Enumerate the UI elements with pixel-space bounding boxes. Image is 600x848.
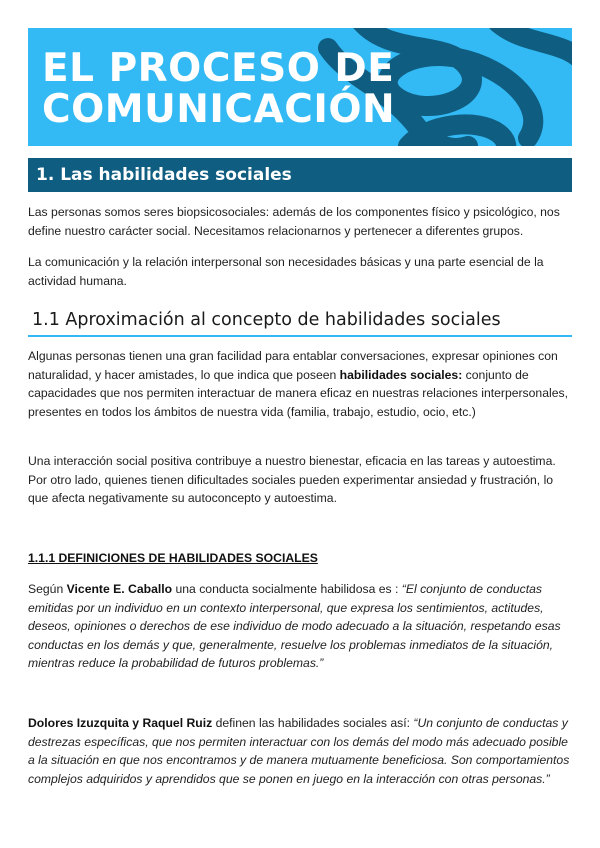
subsection-paragraph-2: Una interacción social positiva contribuye a nuestro bienestar, eficacia en las tareas y autoestima. Por otro lado, quienes tienen dificultades sociales pueden experimentar ansiedad y frustración, lo que afecta negativamente su autoconcepto y autoestima.	[28, 454, 556, 506]
highlight-term: habilidades sociales:	[339, 367, 463, 382]
title-line-2: COMUNICACIÓN	[42, 87, 396, 132]
subsection-title: 1.1 Aproximación al concepto de habilidades sociales	[32, 310, 501, 330]
quote-izuzquita-ruiz: “Un conjunto de conductas y destrezas específicas, que nos permiten interactuar con los demás del modo más adecuado posible a la situación en que nos encontramos y de manera mutuamente beneficiosa. Son comportamientos complejos adquiridos y aprendidos que se ponen en juego en la interacción con otras personas.”	[28, 716, 570, 786]
subsection-paragraph-1: Algunas personas tienen una gran facilidad para entablar conversaciones, expresar opiniones con naturalidad, y hacer amistades, lo que indica que poseen habilidades sociales: conjunto de capacidades que nos permiten interactuar de manera eficaz en nuestras relaciones interpersonales, presentes en todos los ámbitos de nuestra vida (familia, trabajo, estudio, ocio, etc.)	[28, 349, 568, 419]
quote-caballo: “El conjunto de conductas emitidas por un individuo en un contexto interpersonal, que expresa los sentimientos, actitudes, deseos, opiniones o derechos de ese individuo de modo adecuado a la situación, respetando esas conductas en los demás y que, generalmente, resuelve los problemas inmediatos de la situación, mientras reduce la probabilidad de futuros problemas.”	[28, 582, 561, 671]
title-line-1: EL PROCESO DE	[42, 46, 395, 91]
section-header-bar	[28, 158, 572, 192]
title-banner	[28, 28, 572, 146]
definition-caballo: Según Vicente E. Caballo una conducta socialmente habilidosa es : “El conjunto de conductas emitidas por un individuo en un contexto interpersonal, que expresa los sentimientos, actitudes, deseos, opiniones o derechos de ese individuo de modo adecuado a la situación, respetando esas conductas en los demás y que, generalmente, resuelve los problemas inmediatos de la situación, mientras reduce la probabilidad de futuros problemas.”	[28, 582, 561, 671]
definitions-heading: 1.1.1 DEFINICIONES DE HABILIDADES SOCIALES	[28, 551, 318, 565]
definition-izuzquita-ruiz: Dolores Izuzquita y Raquel Ruiz definen las habilidades sociales así: “Un conjunto de conductas y destrezas específicas, que nos permiten interactuar con los demás del modo más adecuado posible a la situación en que nos encontramos y de manera mutuamente beneficiosa. Son comportamientos complejos adquiridos y aprendidos que se ponen en juego en la interacción con otras personas.”	[28, 716, 570, 786]
intro-paragraph-2: La comunicación y la relación interpersonal son necesidades básicas y una parte esencial de la actividad humana.	[28, 255, 544, 288]
author-caballo: Vicente E. Caballo	[66, 582, 173, 596]
intro-paragraph-1: Las personas somos seres biopsicosociales: además de los componentes físico y psicológico, nos define nuestro carácter social. Necesitamos relacionarnos y pertenecer a diferentes grupos.	[28, 205, 560, 238]
section-title: 1. Las habilidades sociales	[36, 165, 292, 185]
subsection-heading	[28, 307, 572, 337]
authors-izuzquita-ruiz: Dolores Izuzquita y Raquel Ruiz	[28, 716, 213, 730]
page-title	[42, 48, 395, 130]
